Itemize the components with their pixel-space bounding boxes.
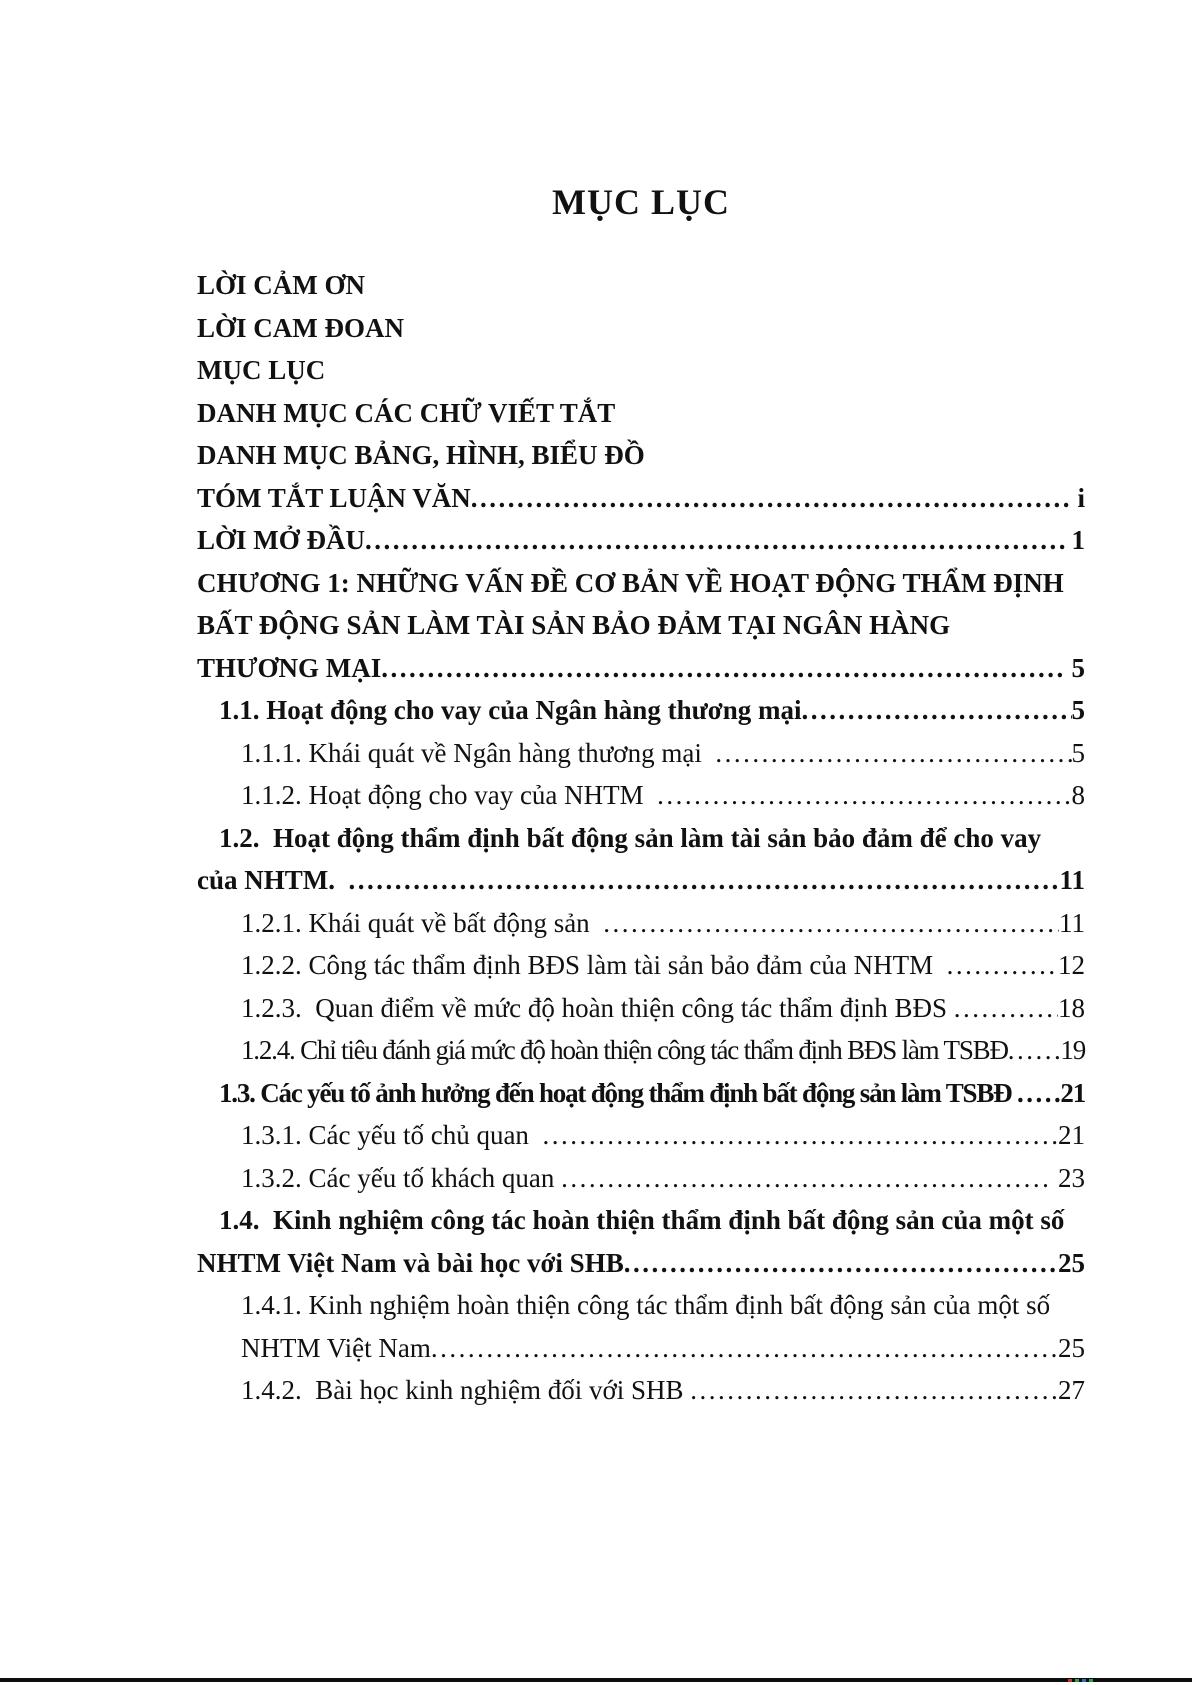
toc-line-text: 1.3. Các yếu tố ảnh hưởng đến hoạt động thẩm định bất động sản làm TSBĐ — [219, 1077, 1017, 1108]
dot-leader — [561, 1157, 1051, 1200]
toc-line — [197, 817, 1085, 860]
page-number: 8 — [1071, 780, 1085, 810]
page-number: 21 — [1058, 1120, 1085, 1150]
toc-line — [197, 477, 1085, 520]
toc-line — [197, 902, 1085, 945]
dot-leader — [381, 647, 1065, 690]
toc-line-text: 1.2.1. Khái quát về bất động sản — [241, 907, 604, 938]
toc-line-text: 1.4. Kinh nghiệm công tác hoàn thiện thẩm định bất động sản của một số — [219, 1205, 1065, 1235]
page-number: 1 — [1064, 525, 1085, 555]
page-number: 5 — [1071, 737, 1085, 768]
toc-line — [197, 987, 1085, 1030]
toc-line-text: 1.4.1. Kinh nghiệm hoàn thiện công tác thẩm định bất động sản của một số — [241, 1290, 1051, 1320]
dot-leader — [657, 774, 1071, 817]
toc-line — [197, 1199, 1085, 1242]
toc-line — [197, 859, 1085, 902]
toc-line-text: của NHTM. — [197, 865, 349, 895]
toc-line-text: DANH MỤC BẢNG, HÌNH, BIỂU ĐỒ — [197, 440, 645, 470]
toc-line-text: 1.1. Hoạt động cho vay của Ngân hàng thương mại — [219, 695, 802, 725]
toc-line — [197, 519, 1085, 562]
page-title: MỤC LỤC — [552, 182, 730, 222]
dot-leader — [690, 1369, 1058, 1412]
page-number: 25 — [1058, 1247, 1085, 1278]
page-number: 11 — [1059, 865, 1085, 895]
toc-line — [197, 1284, 1085, 1327]
toc-line-text: LỜI MỞ ĐẦU — [197, 525, 365, 555]
page-number: 21 — [1060, 1077, 1085, 1108]
toc-line-text: 1.3.1. Các yếu tố chủ quan — [241, 1120, 543, 1150]
toc-line-text: 1.3.2. Các yếu tố khách quan — [241, 1162, 562, 1193]
toc-line-text: 1.2.2. Công tác thẩm định BĐS làm tài sản bảo đảm của NHTM — [241, 950, 947, 980]
toc-line — [197, 264, 1085, 307]
toc-line — [197, 307, 1085, 350]
page-number: 23 — [1051, 1162, 1085, 1193]
toc-line — [197, 732, 1085, 775]
pixel-artifact — [1075, 1679, 1079, 1682]
page-number: 25 — [1058, 1332, 1085, 1363]
dot-leader — [471, 477, 1071, 520]
page-number: 27 — [1058, 1375, 1085, 1405]
page-number: i — [1070, 482, 1085, 513]
dot-leader — [954, 987, 1058, 1030]
dot-leader — [624, 1242, 1058, 1285]
pixel-artifact — [1089, 1679, 1093, 1682]
dot-leader — [947, 944, 1058, 987]
page-number: 5 — [1071, 695, 1085, 725]
toc-line — [197, 1242, 1085, 1285]
toc-line-text: 1.1.1. Khái quát về Ngân hàng thương mại — [241, 737, 716, 768]
pixel-artifact — [1082, 1679, 1086, 1682]
page-number: 18 — [1058, 992, 1085, 1023]
document-page — [197, 0, 1085, 1412]
toc-line — [197, 774, 1085, 817]
toc-line — [197, 1327, 1085, 1370]
toc-line — [197, 1157, 1085, 1200]
toc-line — [197, 1369, 1085, 1412]
toc-line — [197, 562, 1085, 605]
page-number: 11 — [1059, 907, 1085, 938]
bottom-edge-bar — [0, 1678, 1192, 1682]
toc-line — [197, 349, 1085, 392]
toc-line-text: 1.2.4. Chỉ tiêu đánh giá mức độ hoàn thiện công tác thẩm định BĐS làm TSBĐ — [241, 1035, 1008, 1065]
toc-line — [197, 1072, 1085, 1115]
table-of-contents — [197, 264, 1085, 1412]
dot-leader — [349, 859, 1060, 902]
dot-leader — [1017, 1072, 1060, 1115]
toc-line-text: LỜI CẢM ƠN — [197, 270, 365, 300]
toc-line — [197, 604, 1085, 647]
toc-line-text: BẤT ĐỘNG SẢN LÀM TÀI SẢN BẢO ĐẢM TẠI NGÂN HÀNG — [197, 610, 951, 640]
toc-line — [197, 1114, 1085, 1157]
toc-line-text: NHTM Việt Nam và bài học với SHB — [197, 1247, 624, 1278]
dot-leader — [542, 1114, 1058, 1157]
toc-line-text: 1.4.2. Bài học kinh nghiệm đối với SHB — [241, 1375, 691, 1405]
toc-line-text: NHTM Việt Nam — [241, 1332, 431, 1363]
dot-leader — [603, 902, 1059, 945]
toc-line — [197, 1029, 1085, 1072]
dot-leader — [802, 689, 1072, 732]
page-number: 19 — [1060, 1035, 1085, 1065]
dot-leader — [431, 1327, 1058, 1370]
dot-leader — [715, 732, 1071, 775]
toc-line — [197, 392, 1085, 435]
toc-line-text: TÓM TẮT LUẬN VĂN — [197, 482, 471, 513]
dot-leader — [365, 519, 1065, 562]
toc-line-text: THƯƠNG MẠI — [197, 652, 382, 683]
page-number: 5 — [1064, 652, 1085, 683]
toc-line — [197, 434, 1085, 477]
toc-line-text: CHƯƠNG 1: NHỮNG VẤN ĐỀ CƠ BẢN VỀ HOẠT ĐỘNG THẨM ĐỊNH — [197, 567, 1064, 598]
toc-line-text: MỤC LỤC — [197, 355, 326, 385]
toc-line-text: DANH MỤC CÁC CHỮ VIẾT TẮT — [197, 397, 616, 428]
dot-leader — [1008, 1029, 1061, 1072]
toc-line — [197, 647, 1085, 690]
toc-line — [197, 689, 1085, 732]
toc-line-text: 1.1.2. Hoạt động cho vay của NHTM — [241, 780, 658, 810]
toc-line-text: LỜI CAM ĐOAN — [197, 312, 404, 343]
toc-line-text: 1.2.3. Quan điểm về mức độ hoàn thiện công tác thẩm định BĐS — [241, 992, 954, 1023]
page-number: 12 — [1058, 950, 1085, 980]
toc-line — [197, 944, 1085, 987]
pixel-artifact — [1068, 1679, 1072, 1682]
toc-line-text: 1.2. Hoạt động thẩm định bất động sản làm tài sản bảo đảm để cho vay — [219, 822, 1042, 853]
